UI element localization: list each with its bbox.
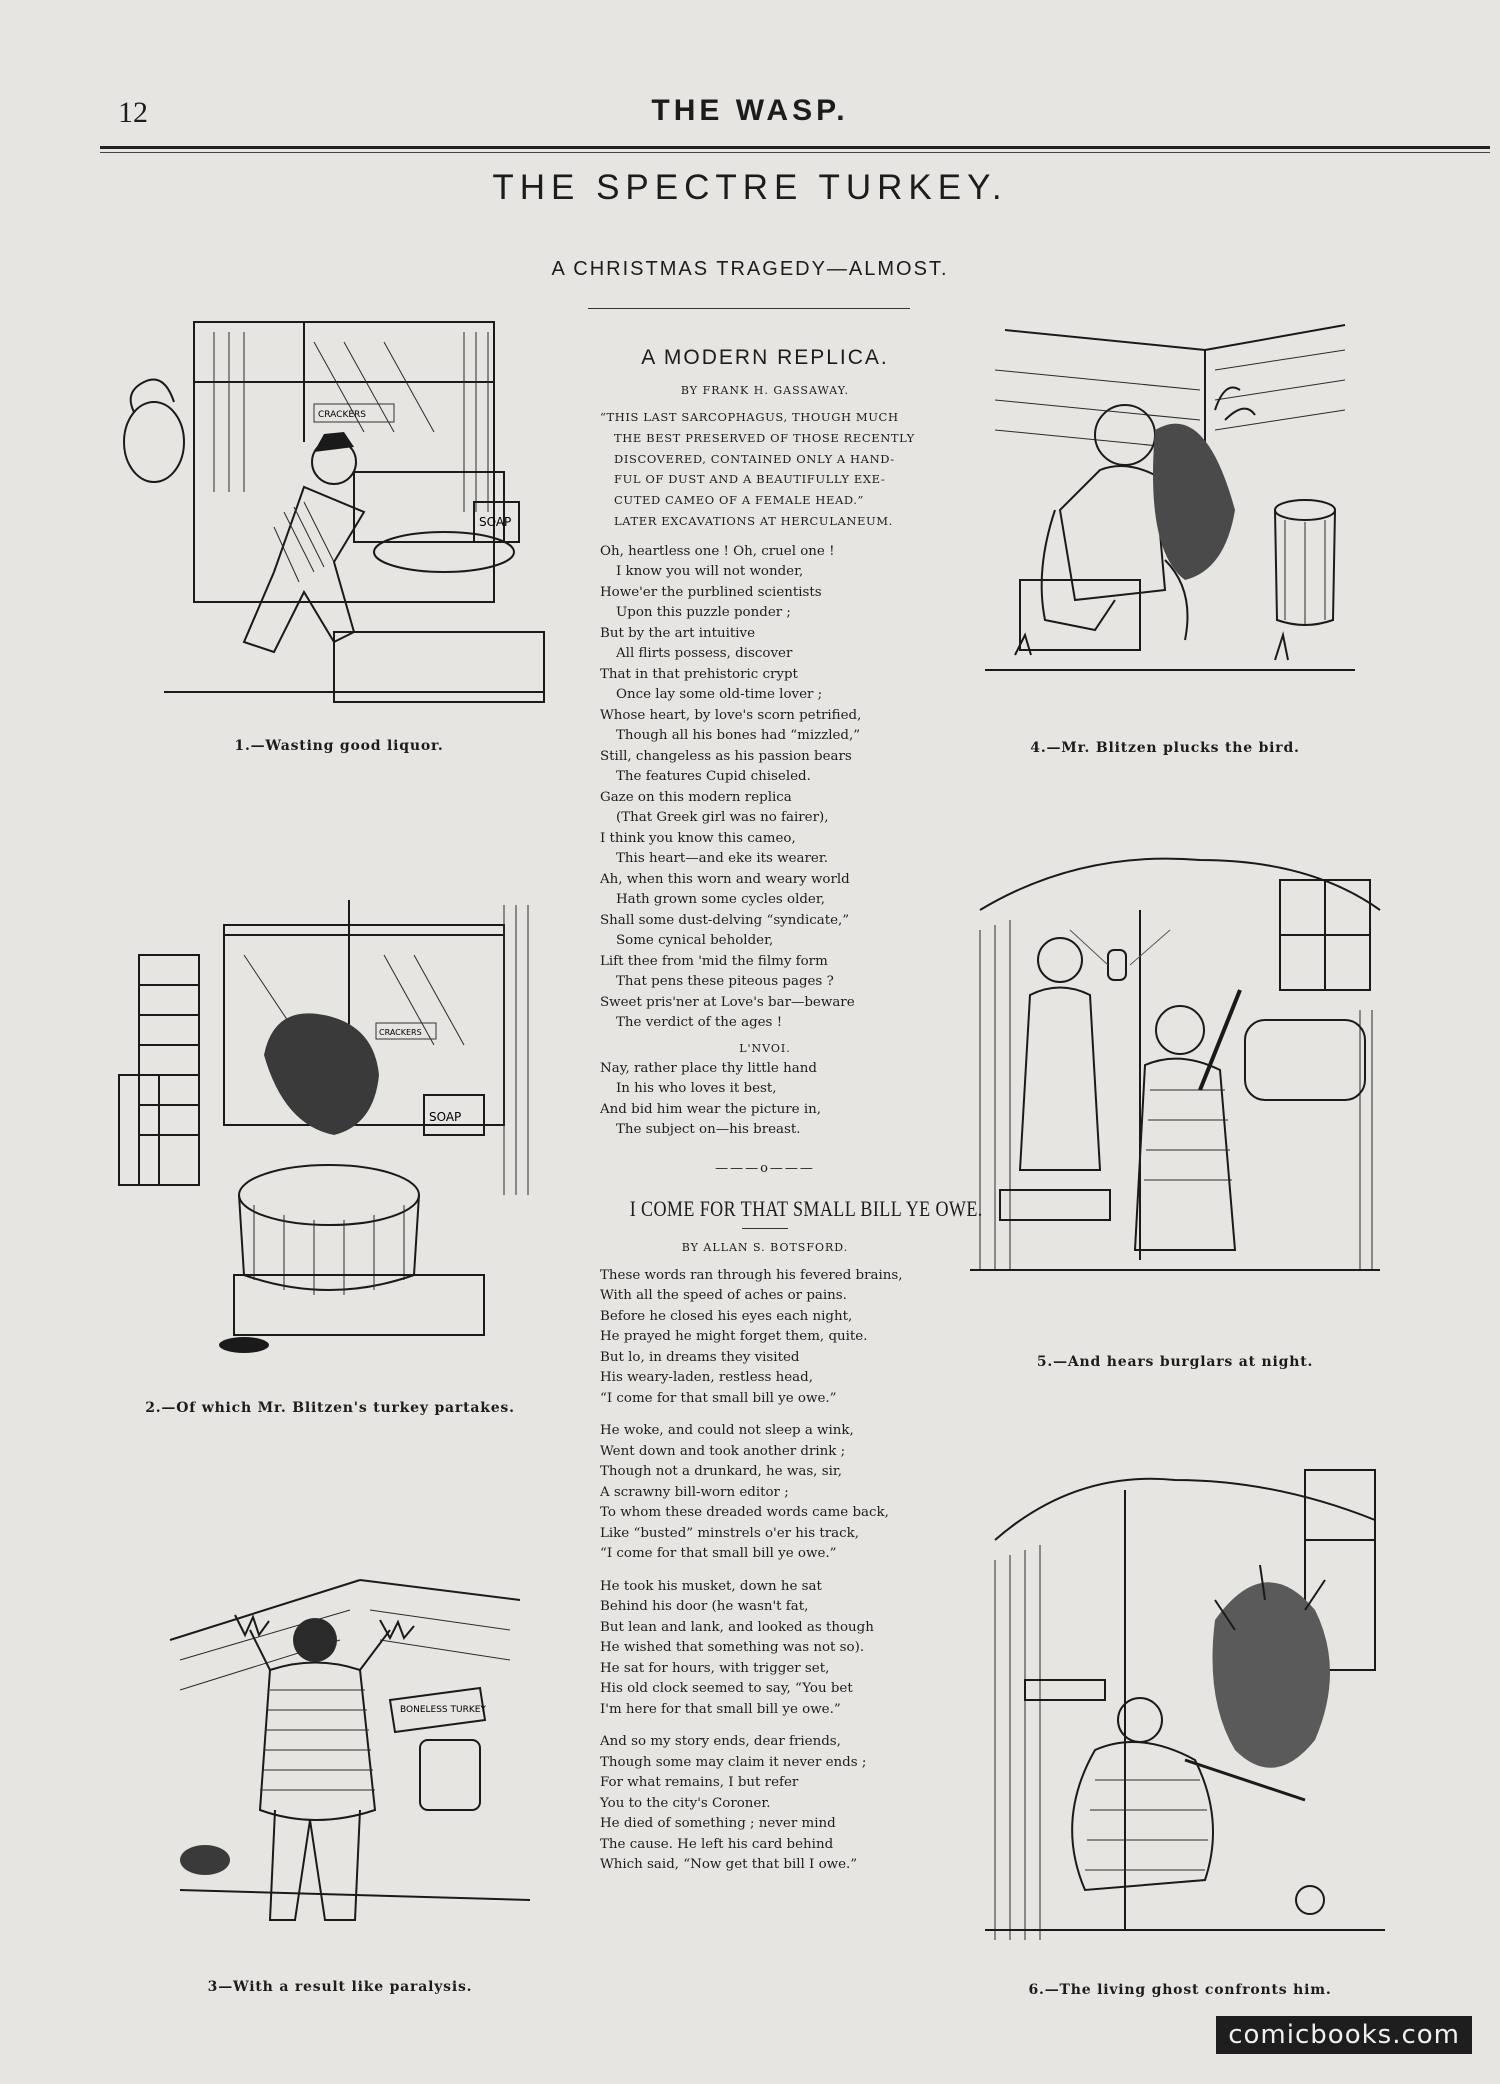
illustration-panel-6 xyxy=(975,1460,1395,1980)
caption-4: 4.—Mr. Blitzen plucks the bird. xyxy=(1030,740,1300,756)
soap-sign-2: SOAP xyxy=(429,1110,462,1124)
verse-line: Gaze on this modern replica xyxy=(600,789,792,805)
verse-line: Whose heart, by love's scorn petrified, xyxy=(600,707,862,723)
verse-line: But lean and lank, and looked as though xyxy=(600,1619,874,1635)
caption-6: 6.—The living ghost confronts him. xyxy=(1028,1982,1332,1998)
subtitle-rule xyxy=(588,308,910,309)
section-separator: ———o——— xyxy=(715,1160,815,1176)
verse-line: Some cynical beholder, xyxy=(616,933,774,949)
verse-line: I'm here for that small bill ye owe.” xyxy=(600,1701,841,1717)
verse-line: Lift thee from 'mid the filmy form xyxy=(600,953,828,969)
poem1-title: A MODERN REPLICA. xyxy=(641,346,889,369)
poem2-stanza-4 xyxy=(600,1732,930,1876)
verse-line: That in that prehistoric crypt xyxy=(600,666,798,682)
verse-line: To whom these dreaded words came back, xyxy=(600,1505,889,1521)
verse-line: The cause. He left his card behind xyxy=(600,1836,834,1852)
verse-line: His weary-laden, restless head, xyxy=(600,1370,813,1386)
verse-line: For what remains, I but refer xyxy=(600,1775,799,1791)
epigraph-line: LATER EXCAVATIONS AT HERCULANEUM. xyxy=(614,513,893,528)
verse-line: Upon this puzzle ponder ; xyxy=(616,605,791,621)
epigraph-line: DISCOVERED, CONTAINED ONLY A HAND- xyxy=(614,451,895,466)
verse-line: He woke, and could not sleep a wink, xyxy=(600,1423,854,1439)
center-column xyxy=(600,346,983,1876)
epigraph-line: CUTED CAMEO OF A FEMALE HEAD.” xyxy=(614,493,865,508)
verse-line: Though some may claim it never ends ; xyxy=(600,1754,867,1770)
verse-line: You to the city's Coroner. xyxy=(600,1795,771,1811)
verse-line: Like “busted” minstrels o'er his track, xyxy=(600,1525,859,1541)
verse-line: All flirts possess, discover xyxy=(616,646,793,662)
article-title: THE SPECTRE TURKEY. xyxy=(492,168,1008,207)
envoi-heading: L'NVOI. xyxy=(739,1041,791,1055)
crackers-sign-1: CRACKERS xyxy=(318,410,367,420)
verse-line: With all the speed of aches or pains. xyxy=(600,1288,847,1304)
epigraph-line: FUL OF DUST AND A BEAUTIFULLY EXE- xyxy=(614,472,886,487)
verse-line: These words ran through his fevered brains, xyxy=(600,1267,903,1283)
illustration-panel-2 xyxy=(104,895,544,1375)
verse-line: Hath grown some cycles older, xyxy=(616,892,826,908)
verse-line: “I come for that small bill ye owe.” xyxy=(600,1546,837,1562)
illustration-2 xyxy=(104,895,544,1375)
verse-line: Before he closed his eyes each night, xyxy=(600,1308,853,1324)
poem2-title: I COME FOR THAT SMALL BILL YE OWE. xyxy=(629,1195,983,1221)
poem2-byline: BY ALLAN S. BOTSFORD. xyxy=(681,1240,849,1254)
verse-line: I think you know this cameo, xyxy=(600,830,796,846)
epigraph-line: “THIS LAST SARCOPHAGUS, THOUGH MUCH xyxy=(600,410,899,424)
poem2-stanza-1 xyxy=(600,1266,930,1410)
verse-line: Which said, “Now get that bill I owe.” xyxy=(600,1857,858,1873)
illustration-1 xyxy=(104,312,574,732)
verse-line: Ah, when this worn and weary world xyxy=(600,871,850,887)
verse-line: The features Cupid chiseled. xyxy=(616,769,811,785)
verse-line: “I come for that small bill ye owe.” xyxy=(600,1390,837,1406)
verse-line: Though all his bones had “mizzled,” xyxy=(616,728,861,744)
verse-line: He sat for hours, with trigger set, xyxy=(600,1660,830,1676)
masthead: THE WASP. xyxy=(651,94,849,127)
header-rule-thin xyxy=(100,152,1490,153)
boneless-turkey-sign: BONELESS TURKEY xyxy=(400,1705,486,1715)
page-number: 12 xyxy=(118,96,148,129)
verse-line: In his who loves it best, xyxy=(616,1081,777,1097)
verse-line: Sweet pris'ner at Love's bar—beware xyxy=(600,994,855,1010)
poem2-stanza-2 xyxy=(600,1421,930,1565)
verse-line: Shall some dust-delving “syndicate,” xyxy=(600,912,850,928)
verse-line: Behind his door (he wasn't fat, xyxy=(600,1599,809,1615)
poem1-envoi xyxy=(600,1059,930,1141)
illustration-panel-4 xyxy=(975,310,1365,730)
verse-line: He died of something ; never mind xyxy=(600,1816,836,1832)
verse-line: But lo, in dreams they visited xyxy=(600,1349,800,1365)
verse-line: Nay, rather place thy little hand xyxy=(600,1060,817,1076)
verse-line: The subject on—his breast. xyxy=(616,1122,801,1138)
verse-line: A scrawny bill-worn editor ; xyxy=(600,1484,789,1500)
verse-line: Still, changeless as his passion bears xyxy=(600,748,852,764)
caption-3: 3—With a result like paralysis. xyxy=(207,1979,473,1995)
caption-2: 2.—Of which Mr. Blitzen's turkey partakes. xyxy=(145,1400,515,1416)
verse-line: (That Greek girl was no fairer), xyxy=(616,810,829,826)
caption-1: 1.—Wasting good liquor. xyxy=(234,738,444,754)
header-rule xyxy=(100,146,1490,149)
epigraph-line: THE BEST PRESERVED OF THOSE RECENTLY xyxy=(614,430,915,445)
crackers-sign-2: CRACKERS xyxy=(379,1028,422,1037)
illustration-panel-1 xyxy=(104,312,574,732)
illustration-4 xyxy=(975,310,1365,730)
poem1-byline: BY FRANK H. GASSAWAY. xyxy=(680,384,850,397)
caption-5: 5.—And hears burglars at night. xyxy=(1036,1354,1314,1370)
verse-line: Went down and took another drink ; xyxy=(600,1443,846,1459)
watermark: comicbooks.com xyxy=(1216,2016,1472,2054)
illustration-6 xyxy=(975,1460,1395,1980)
article-subtitle: A CHRISTMAS TRAGEDY—ALMOST. xyxy=(551,258,949,280)
verse-line: Once lay some old-time lover ; xyxy=(616,687,823,703)
poem1-verse xyxy=(600,542,930,1034)
verse-line: But by the art intuitive xyxy=(600,625,756,641)
illustration-panel-3 xyxy=(160,1560,540,1960)
poem1-epigraph xyxy=(600,407,930,532)
verse-line: Howe'er the purblined scientists xyxy=(600,584,822,600)
verse-line: This heart—and eke its wearer. xyxy=(616,851,828,867)
verse-line: I know you will not wonder, xyxy=(616,564,804,580)
verse-line: And bid him wear the picture in, xyxy=(600,1101,821,1117)
verse-line: And so my story ends, dear friends, xyxy=(600,1734,841,1750)
verse-line: That pens these piteous pages ? xyxy=(616,974,834,990)
verse-line: Oh, heartless one ! Oh, cruel one ! xyxy=(600,543,835,559)
verse-line: The verdict of the ages ! xyxy=(616,1015,783,1031)
illustration-3 xyxy=(160,1560,540,1960)
verse-line: He took his musket, down he sat xyxy=(600,1578,822,1594)
verse-line: He wished that something was not so). xyxy=(600,1640,865,1656)
soap-sign: SOAP xyxy=(479,515,512,529)
illustration-panel-5 xyxy=(960,830,1390,1310)
verse-line: He prayed he might forget them, quite. xyxy=(600,1329,868,1345)
poem2-title-rule xyxy=(742,1228,788,1229)
poem2-stanza-3 xyxy=(600,1577,930,1721)
verse-line: His old clock seemed to say, “You bet xyxy=(600,1681,853,1697)
verse-line: Though not a drunkard, he was, sir, xyxy=(600,1464,843,1480)
illustration-5 xyxy=(960,830,1390,1310)
